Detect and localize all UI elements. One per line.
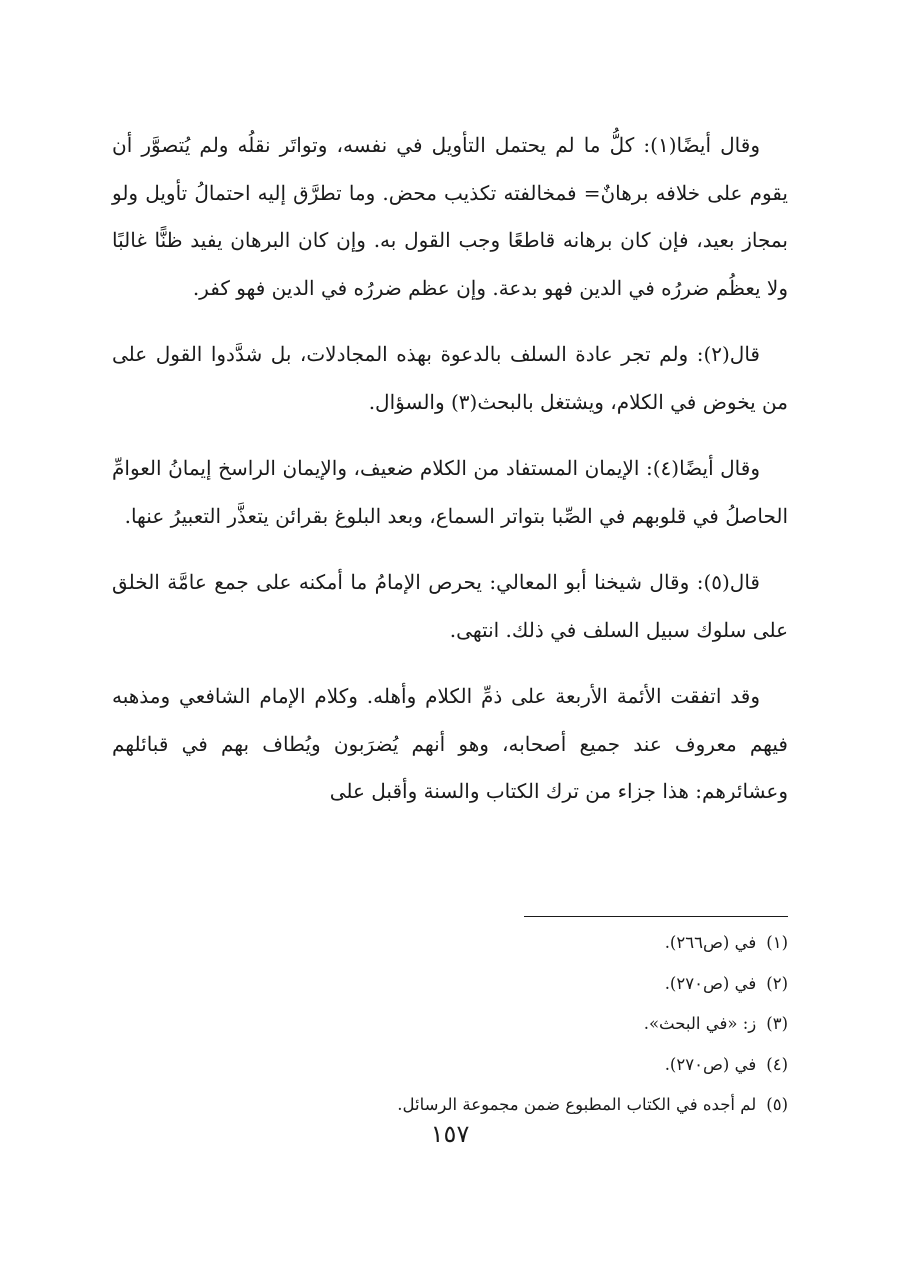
footnote-number: (٢) [766, 973, 788, 993]
paragraph-1: وقال أيضًا(١): كلُّ ما لم يحتمل التأويل في نفسه، وتواتَر نقلُه ولم يُتصوَّر أن يقوم على خلافه برهانٌ= فمخالفته تكذيب محض. وما تطرَّق إليه احتمالُ تأويل ولو بمجاز بعيد، فإن كان برهانه قاطعًا وجب القول به. وإن كان البرهان يفيد ظنًّا غالبًا ولا يعظُم ضررُه في الدين فهو بدعة. وإن عظم ضررُه في الدين فهو كفر. [112, 133, 788, 300]
footnote-item [112, 1045, 788, 1086]
footnote-text: ز: «في البحث». [643, 1014, 757, 1033]
footnote-item [112, 1004, 788, 1045]
footnote-number: (١) [766, 933, 788, 952]
footnote-text: في (ص٢٧٠). [664, 1054, 757, 1074]
footnote-separator [524, 916, 788, 917]
footnote-text: لم أجده في الكتاب المطبوع ضمن مجموعة الرسائل. [397, 1095, 757, 1114]
footnote-text: في (ص٢٧٠). [664, 973, 757, 993]
footnote-item [112, 923, 788, 964]
page-number: ١٥٧ [430, 1120, 470, 1148]
paragraph-5: وقد اتفقت الأئمة الأربعة على ذمِّ الكلام وأهله. وكلام الإمام الشافعي ومذهبه فيهم معروف عند جميع أصحابه، وهو أنهم يُضرَبون ويُطاف بهم في قبائلهم وعشائرهم: هذا جزاء من ترك الكتاب والسنة وأقبل على [112, 684, 788, 803]
footnote-number: (٥) [766, 1095, 788, 1114]
footnote-number: (٣) [766, 1014, 788, 1033]
paragraph-3: وقال أيضًا(٤): الإيمان المستفاد من الكلام ضعيف، والإيمان الراسخ إيمانُ العوامِّ الحاصلُ في قلوبهم في الصِّبا بتواتر السماع، وبعد البلوغ بقرائن يتعذَّر التعبيرُ عنها. [112, 456, 788, 528]
footnote-number: (٤) [766, 1054, 788, 1074]
footnotes-list [112, 923, 788, 1126]
footnote-text: في (ص٢٦٦). [664, 933, 757, 952]
footnote-item [112, 964, 788, 1005]
paragraph-4: قال(٥): وقال شيخنا أبو المعالي: يحرص الإمامُ ما أمكنه على جمع عامَّة الخلق على سلوك سبيل السلف في ذلك. انتهى. [112, 570, 788, 642]
main-text [112, 122, 788, 835]
paragraph-2: قال(٢): ولم تجر عادة السلف بالدعوة بهذه المجادلات، بل شدَّدوا القول على من يخوض في الكلام، ويشتغل بالبحث(٣) والسؤال. [112, 342, 788, 414]
